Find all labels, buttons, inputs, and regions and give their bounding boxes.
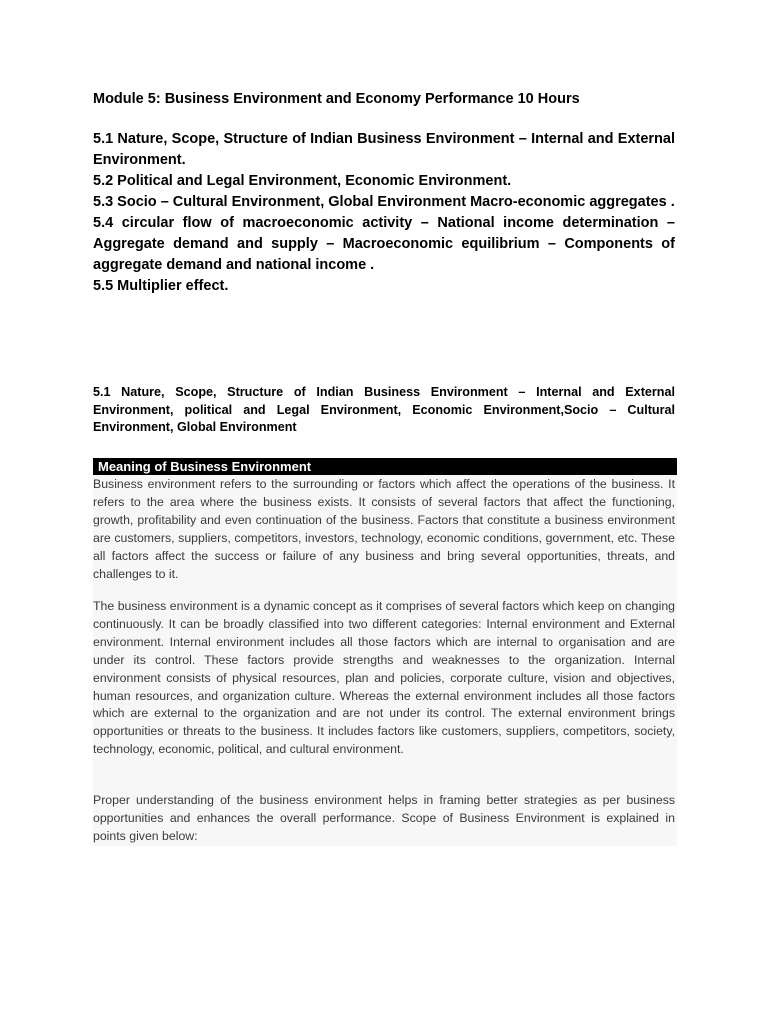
- topic-item-5-1: 5.1 Nature, Scope, Structure of Indian Business Environment – Internal and External Environment.: [93, 131, 675, 168]
- module-title: Module 5: Business Environment and Economy Performance 10 Hours: [93, 91, 580, 107]
- topic-item-5-2: 5.2 Political and Legal Environment, Economic Environment.: [93, 173, 512, 189]
- topic-item-5-5: 5.5 Multiplier effect.: [93, 278, 229, 294]
- topic-item-5-4: 5.4 circular flow of macroeconomic activity – National income determination – Aggregate demand and supply – Macroeconomic equilibrium – Components of aggregate demand and national income .: [93, 215, 675, 273]
- paragraph-dynamic-concept: The business environment is a dynamic concept as it comprises of several factors which keep on changing continuously. It can be broadly classified into two different categories: Internal environment and External environment. Internal environment includes all those factors which are internal to organisation and are under its control. These factors provide strengths and weaknesses to the organization. Internal environment consists of physical resources, plan and policies, corporate culture, vision and objectives, human resources, and organization culture. Whereas the external environment includes all those factors which are external to the organization and are not under its control. The external environment brings opportunities or threats to the business. It includes factors like customers, suppliers, competitors, society, technology, economic, political, and cultural environment.: [93, 599, 675, 757]
- topic-item-5-3: 5.3 Socio – Cultural Environment, Global Environment Macro-economic aggregates .: [93, 194, 675, 210]
- topic-list: [93, 129, 675, 297]
- meaning-heading-label: Meaning of Business Environment: [98, 459, 312, 474]
- paragraph-scope-intro: Proper understanding of the business environment helps in framing better strategies as per business opportunities and enhances the overall performance. Scope of Business Environment is explained in points given below:: [93, 793, 675, 843]
- paragraph-definition: Business environment refers to the surrounding or factors which affect the operations of the business. It refers to the area where the business exists. It consists of several factors that affect the functioning, growth, profitability and even continuation of the business. Factors that constitute a business environment are customers, suppliers, competitors, investors, technology, economic conditions, government, etc. These all factors affect the success or failure of any business and bring several opportunities, threats, and challenges to it.: [93, 477, 675, 581]
- meaning-heading-bar: [93, 458, 677, 475]
- section-heading: 5.1 Nature, Scope, Structure of Indian Business Environment – Internal and External Environment, political and Legal Environment, Economic Environment,Socio – Cultural Environment, Global Environment: [93, 385, 675, 435]
